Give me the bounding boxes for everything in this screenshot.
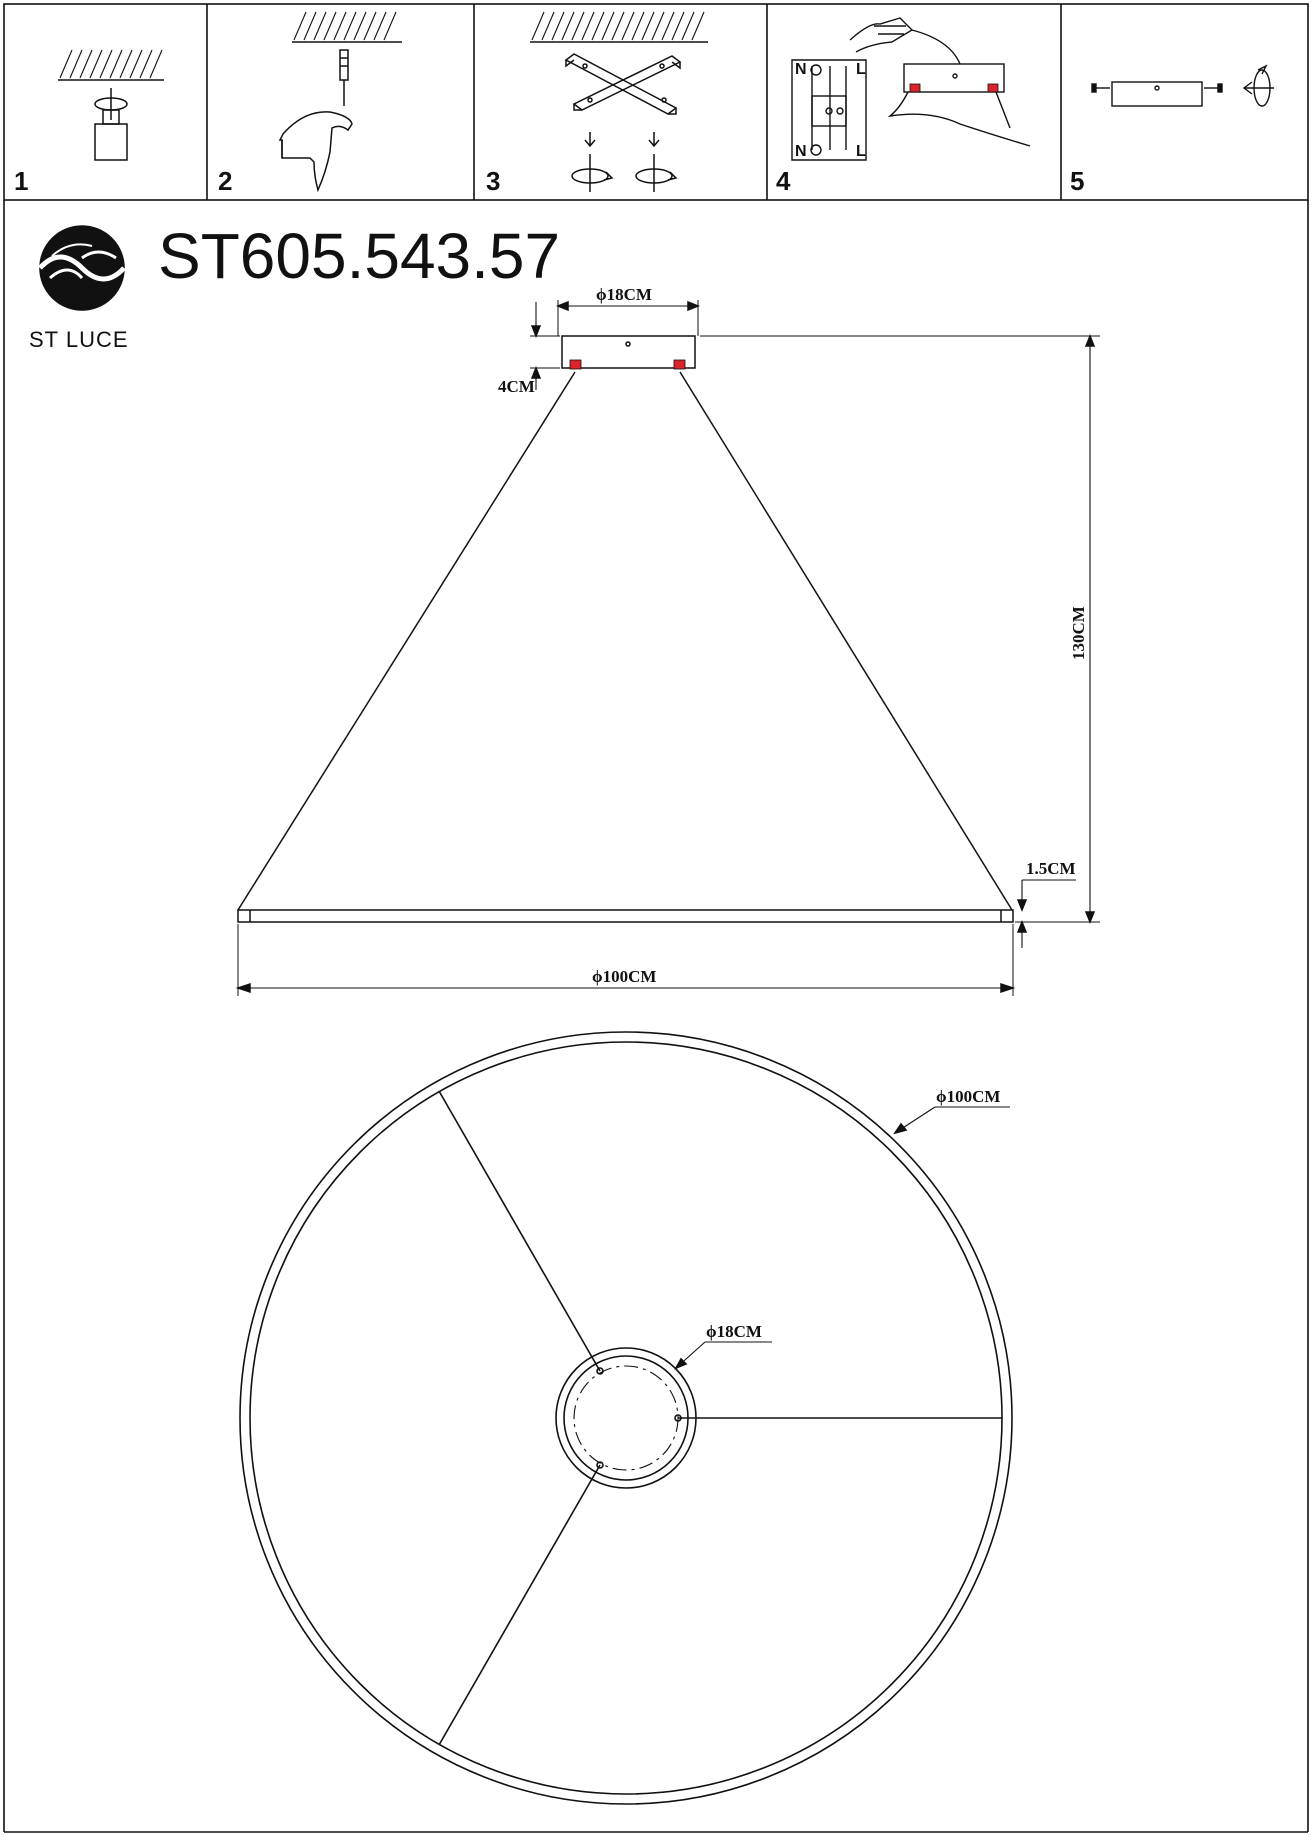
total-height-label: 130CM	[1069, 606, 1088, 660]
top-canopy-diameter-label: ϕ18CM	[706, 1322, 762, 1341]
step-number: 1	[14, 166, 29, 196]
canopy-inner	[564, 1356, 688, 1480]
step-number: 3	[486, 166, 501, 196]
hammer-anchor-icon	[280, 12, 402, 190]
top-view-drawing	[240, 1032, 1012, 1804]
step-2-panel	[218, 12, 402, 196]
ceiling-drill-icon	[58, 50, 164, 160]
step-5-panel	[1070, 66, 1274, 196]
wire-label-neutral: N	[795, 61, 807, 78]
mounting-circle	[574, 1366, 678, 1470]
suspension-cable	[439, 1091, 600, 1371]
ring-side	[238, 910, 1013, 922]
brand-name: ST LUCE	[29, 327, 129, 352]
step-number: 2	[218, 166, 233, 196]
top-ring-diameter-label: ϕ100CM	[936, 1087, 1001, 1106]
step-3-panel	[486, 12, 708, 196]
canopy-height-label: 4CM	[498, 377, 535, 396]
cross-bracket-icon	[530, 12, 708, 192]
connector-markers	[910, 84, 998, 92]
wire-label-live: L	[856, 143, 866, 160]
ring-thickness-label: 1.5CM	[1026, 859, 1076, 878]
step-4-panel	[776, 18, 1030, 196]
step-1-panel	[14, 50, 164, 196]
side-view-drawing	[238, 300, 1100, 996]
step-number: 5	[1070, 166, 1085, 196]
suspension-cable	[680, 372, 1012, 910]
canopy-screw-icon	[1092, 66, 1274, 106]
wire-label-neutral: N	[795, 143, 807, 160]
canopy-diameter-label: ϕ18CM	[596, 285, 652, 304]
suspension-cable	[238, 372, 575, 910]
ring-diameter-label: ϕ100CM	[592, 967, 657, 986]
st-luce-swirl-logo-icon	[40, 226, 124, 310]
model-number: ST605.543.57	[158, 220, 561, 292]
wire-label-live: L	[856, 61, 866, 78]
suspension-cable	[439, 1465, 600, 1745]
step-number: 4	[776, 166, 791, 196]
